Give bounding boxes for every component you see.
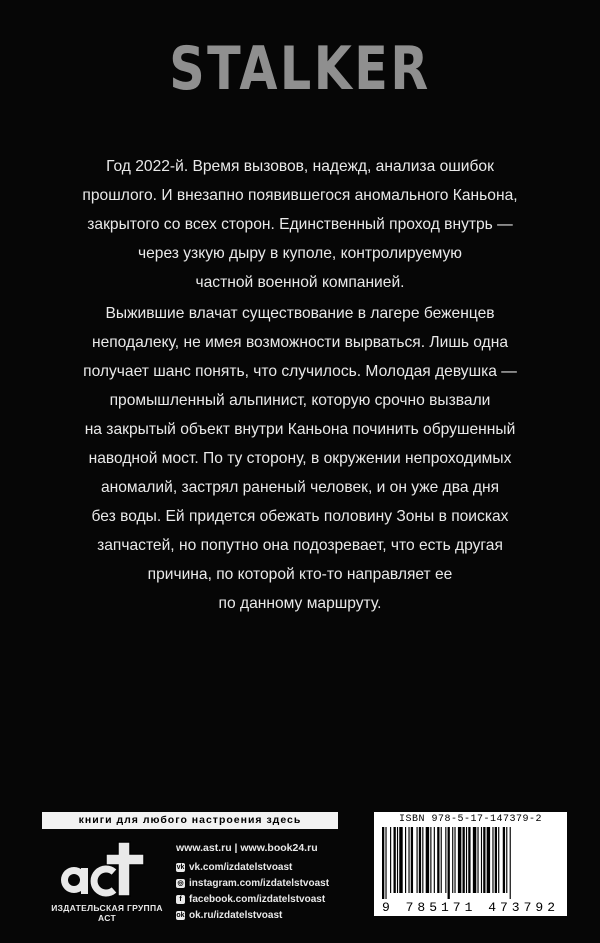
- social-link-ok[interactable]: [176, 909, 376, 922]
- blurb-line: Год 2022-й. Время вызовов, надежд, анализа ошибок: [106, 158, 494, 175]
- blurb-line: получает шанс понять, что случилось. Молодая девушка —: [83, 363, 517, 380]
- barcode-bar: [419, 827, 421, 893]
- slogan-bar: книги для любого настроения здесь: [42, 812, 338, 829]
- barcode-bar: [503, 827, 505, 893]
- barcode-bar: [454, 827, 455, 893]
- blurb-line: по данному маршруту.: [218, 595, 382, 612]
- barcode-bar: [422, 827, 423, 893]
- social-link-vk[interactable]: [176, 861, 376, 874]
- barcode-bar: [434, 827, 435, 893]
- barcode-bar: [458, 827, 461, 893]
- social-link-text: facebook.com/izdatelstvoast: [189, 894, 326, 905]
- barcode-bar: [466, 827, 467, 893]
- barcode-bar: [382, 827, 384, 899]
- barcode-bar: [452, 827, 453, 893]
- blurb-line: без воды. Ей придется обежать половину Зоны в поисках: [91, 508, 509, 525]
- barcode-bar: [397, 827, 398, 893]
- barcode-bars: [380, 827, 561, 899]
- barcode-bar: [468, 827, 470, 893]
- barcode-bar: [405, 827, 406, 893]
- barcode-bar: [477, 827, 478, 893]
- blurb-line: наводной мост. По ту сторону, в окружении непроходимых: [88, 450, 512, 467]
- blurb-paragraph-2: [40, 299, 560, 618]
- barcode-bar: [430, 827, 431, 893]
- barcode-bar: [417, 827, 418, 893]
- blurb-line: Выжившие влачат существование в лагере беженцев: [105, 305, 495, 322]
- isbn-barcode: [374, 812, 567, 916]
- publisher-name: ИЗДАТЕЛЬСКАЯ ГРУППА АСТ: [51, 903, 163, 923]
- blurb-line: через узкую дыру в куполе, контролируемую: [137, 245, 463, 262]
- barcode-bar: [385, 827, 386, 899]
- barcode-bar: [441, 827, 442, 893]
- barcode-bar: [445, 827, 446, 893]
- barcode-bar: [437, 827, 439, 893]
- barcode-bar: [411, 827, 413, 893]
- social-link-text: vk.com/izdatelstvoast: [189, 862, 293, 873]
- blurb-line: запчастей, но попутно она подозревает, что есть другая: [97, 537, 503, 554]
- barcode-bar: [510, 827, 511, 899]
- blurb-line: аномалий, застрял раненый человек, и он уже два дня: [100, 479, 500, 496]
- instagram-icon: ◎: [177, 880, 184, 887]
- barcode-bar: [408, 827, 409, 893]
- isbn-label: ISBN 978-5-17-147379-2: [398, 814, 543, 825]
- series-title: STALKER: [169, 34, 431, 104]
- ok-icon: ok: [176, 912, 185, 919]
- blurb-line: причина, по которой кто-то направляет ее: [147, 566, 453, 583]
- social-link-facebook[interactable]: [176, 893, 376, 906]
- barcode-bar: [483, 827, 485, 893]
- barcode-bar: [390, 827, 391, 893]
- barcode-bar: [487, 827, 490, 893]
- barcode-bar: [448, 827, 450, 899]
- social-link-instagram[interactable]: [176, 877, 376, 890]
- barcode-bar: [394, 827, 396, 893]
- blurb-line: закрытого со всех сторон. Единственный проход внутрь —: [87, 216, 513, 233]
- blurb-line: прошлого. И внезапно появившегося аномального Каньона,: [82, 187, 518, 204]
- barcode-bar: [481, 827, 482, 893]
- social-link-text: ok.ru/izdatelstvoast: [189, 910, 283, 921]
- barcode-bar: [473, 827, 476, 893]
- barcode-bar: [492, 827, 493, 893]
- website-links[interactable]: www.ast.ru | www.book24.ru: [176, 842, 318, 854]
- barcode-bar: [498, 827, 499, 893]
- barcode-bar: [399, 827, 402, 893]
- ast-logo: [52, 838, 160, 900]
- blurb-line: неподалеку, не имея возможности вырваться. Лишь одна: [91, 334, 509, 351]
- ean-digits: 9 785171 473792: [381, 900, 560, 915]
- social-link-text: instagram.com/izdatelstvoast: [189, 878, 330, 889]
- blurb-line: на закрытый объект внутри Каньона починить обрушенный: [84, 421, 516, 438]
- blurb: [40, 152, 560, 618]
- facebook-icon: f: [176, 895, 185, 904]
- blurb-line: промышленный альпинист, которую срочно вызвали: [109, 392, 491, 409]
- barcode-bar: [426, 827, 429, 893]
- blurb-paragraph-1: [40, 152, 560, 297]
- barcode-bar: [495, 827, 497, 893]
- barcode-bar: [506, 827, 507, 893]
- vk-icon: vk: [176, 864, 185, 871]
- barcode-bar: [463, 827, 465, 893]
- publisher-links: [176, 842, 376, 925]
- blurb-line: частной военной компанией.: [195, 274, 405, 291]
